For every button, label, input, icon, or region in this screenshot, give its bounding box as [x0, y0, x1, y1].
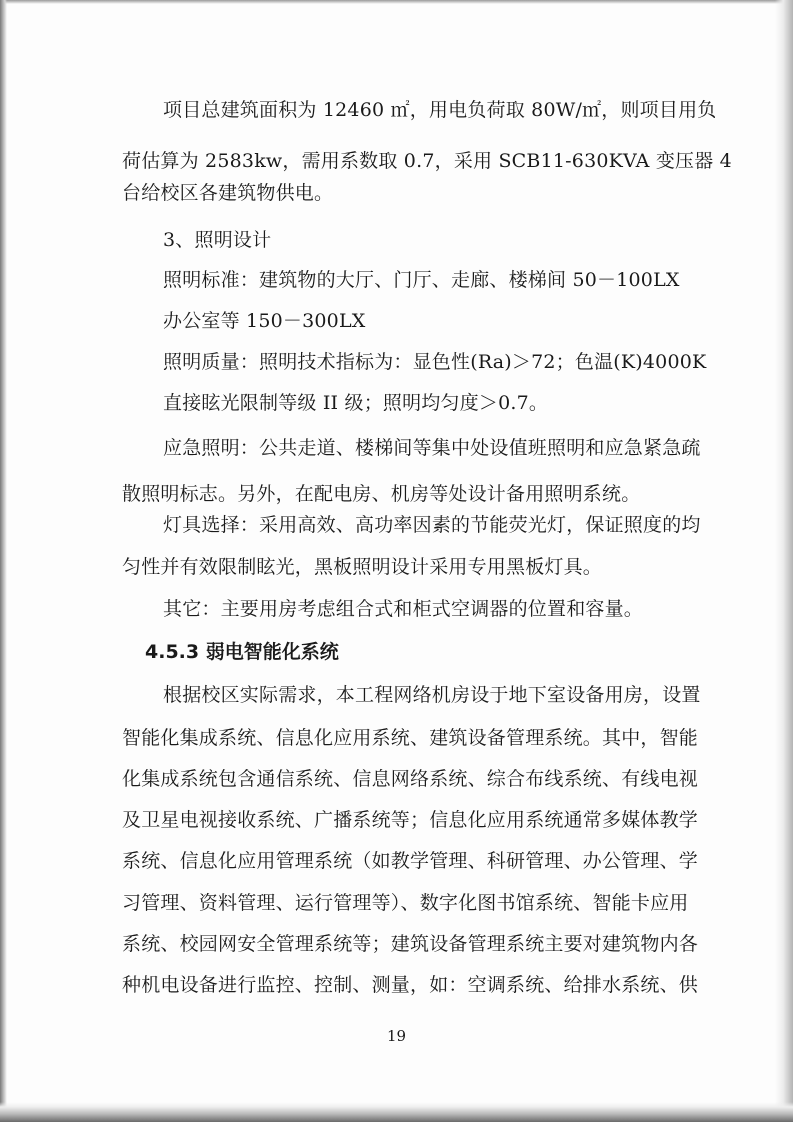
lighting-quality-line: 直接眩光限制等级 II 级；照明均匀度＞0.7。 [163, 392, 549, 414]
section-heading: 4.5.3 弱电智能化系统 [145, 641, 339, 663]
page-number: 19 [386, 1027, 407, 1045]
lighting-standard-line: 照明标准：建筑物的大厅、门厅、走廊、楼梯间 50－100LX [163, 269, 680, 291]
load-paragraph-line: 台给校区各建筑物供电。 [122, 182, 334, 204]
lighting-standard-line: 办公室等 150－300LX [163, 310, 366, 332]
emergency-lighting-line: 应急照明：公共走道、楼梯间等集中处设值班照明和应急紧急疏 [163, 437, 701, 459]
fixture-selection-line: 灯具选择：采用高效、高功率因素的节能荧光灯，保证照度的均 [163, 514, 701, 536]
intelligent-system-line: 根据校区实际需求，本工程网络机房设于地下室设备用房，设置 [163, 684, 701, 706]
intelligent-system-line: 习管理、资料管理、运行管理等）、数字化图书馆系统、智能卡应用 [122, 892, 689, 914]
load-paragraph-line: 项目总建筑面积为 12460 ㎡，用电负荷取 80W/㎡，则项目用负 [163, 99, 717, 121]
other-notes-line: 其它：主要用房考虑组合式和柜式空调器的位置和容量。 [163, 598, 644, 620]
emergency-lighting-line: 散照明标志。另外，在配电房、机房等处设计备用照明系统。 [122, 483, 641, 505]
intelligent-system-line: 及卫星电视接收系统、广播系统等；信息化应用系统通常多媒体教学 [122, 809, 699, 831]
intelligent-system-line: 种机电设备进行监控、控制、测量，如：空调系统、给排水系统、供 [122, 974, 699, 996]
fixture-selection-line: 匀性并有效限制眩光，黑板照明设计采用专用黑板灯具。 [122, 556, 603, 578]
intelligent-system-line: 化集成系统包含通信系统、信息网络系统、综合布线系统、有线电视 [122, 768, 699, 790]
load-paragraph-line: 荷估算为 2583kw，需用系数取 0.7，采用 SCB11-630KVA 变压器 4 [122, 150, 732, 172]
intelligent-system-line: 智能化集成系统、信息化应用系统、建筑设备管理系统。其中，智能 [122, 727, 699, 749]
intelligent-system-line: 系统、信息化应用管理系统（如教学管理、科研管理、办公管理、学 [122, 850, 699, 872]
lighting-quality-line: 照明质量：照明技术指标为：显色性(Ra)＞72；色温(K)4000K [163, 351, 707, 373]
intelligent-system-line: 系统、校园网安全管理系统等；建筑设备管理系统主要对建筑物内各 [122, 933, 699, 955]
lighting-design-title: 3、照明设计 [163, 229, 272, 251]
